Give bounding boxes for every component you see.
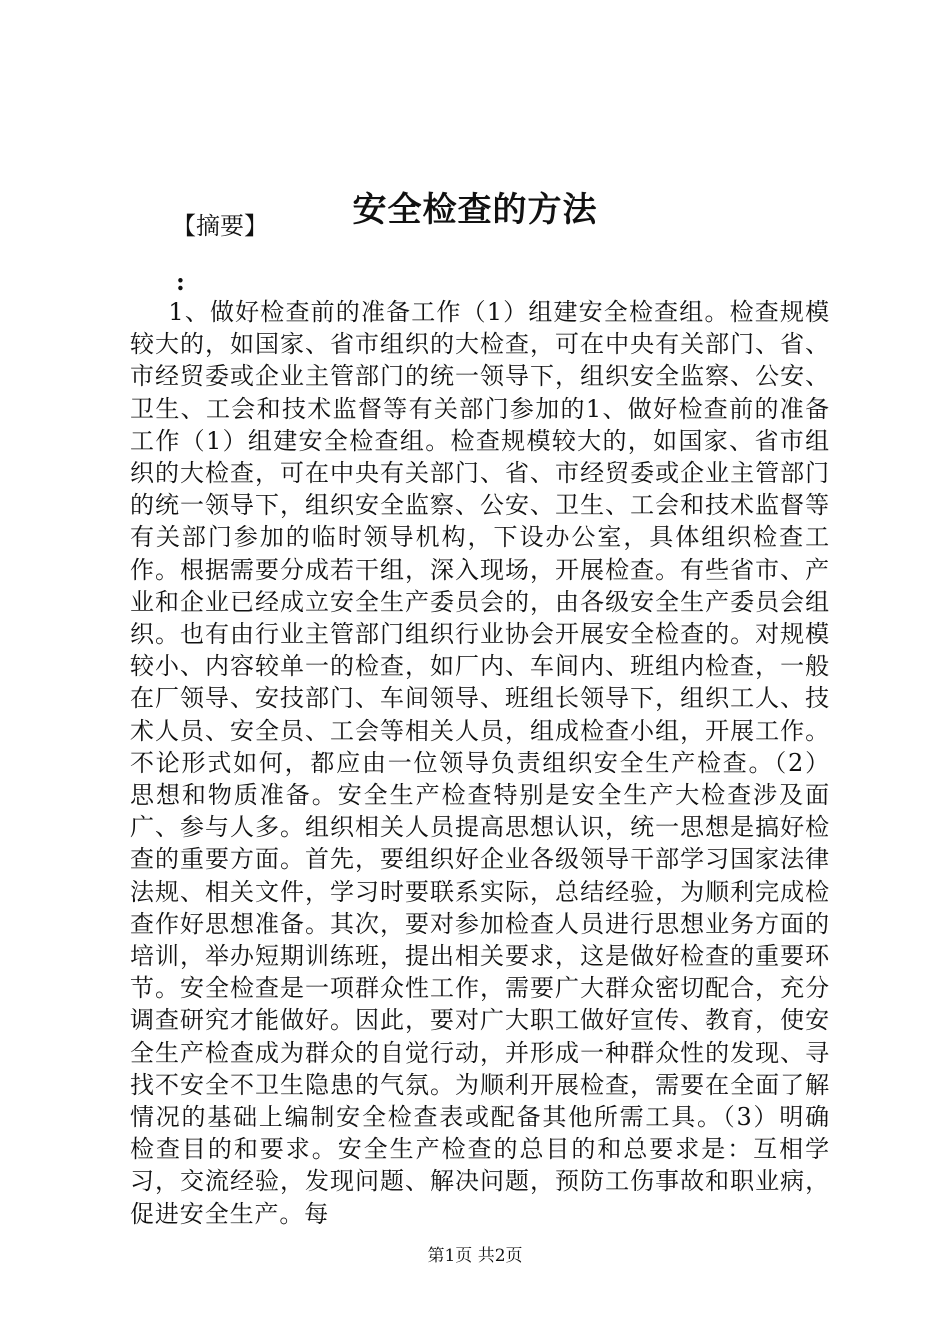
abstract-colon: : [176, 267, 185, 296]
body-paragraph: 1、做好检查前的准备工作（1）组建安全检查组。检查规模较大的，如国家、省市组织的大检查，可在中央有关部门、省、市经贸委或企业主管部门的统一领导下，组织安全监察、公安、卫生、工会和技术监督等有关部门参加的1、做好检查前的准备工作（1）组建安全检查组。检查规模较大的，如国家、省市组织的大检查，可在中央有关部门、省、市经贸委或企业主管部门的统一领导下，组织安全监察、公安、卫生、工会和技术监督等有关部门参加的临时领导机构，下设办公室，具体组织检查工作。根据需要分成若干组，深入现场，开展检查。有些省市、产业和企业已经成立安全生产委员会的，由各级安全生产委员会组织。也有由行业主管部门组织行业协会开展安全检查的。对规模较小、内容较单一的检查，如厂内、车间内、班组内检查，一般在厂领导、安技部门、车间领导、班组长领导下，组织工人、技术人员、安全员、工会等相关人员，组成检查小组，开展工作。不论形式如何，都应由一位领导负责组织安全生产检查。（2）思想和物质准备。安全生产检查特别是安全生产大检查涉及面广、参与人多。组织相关人员提高思想认识，统一思想是搞好检查的重要方面。首先，要组织好企业各级领导干部学习国家法律法规、相关文件，学习时要联系实际，总结经验，为顺利完成检查作好思想准备。其次，要对参加检查人员进行思想业务方面的培训，举办短期训练班，提出相关要求，这是做好检查的重要环节。安全检查是一项群众性工作，需要广大群众密切配合，充分调查研究才能做好。因此，要对广大职工做好宣传、教育，使安全生产检查成为群众的自觉行动，并形成一种群众性的发现、寻找不安全不卫生隐患的气氛。为顺利开展检查，需要在全面了解情况的基础上编制安全检查表或配备其他所需工具。（3）明确检查目的和要求。安全生产检查的总目的和总要求是：互相学习，交流经验，发现问题、解决问题，预防工伤事故和职业病，促进安全生产。每 [130, 298, 830, 1228]
abstract-label: 【摘要】 [172, 212, 268, 240]
page-footer: 第1页 共2页 [427, 1246, 523, 1266]
document-title: 安全检查的方法 [352, 190, 598, 230]
